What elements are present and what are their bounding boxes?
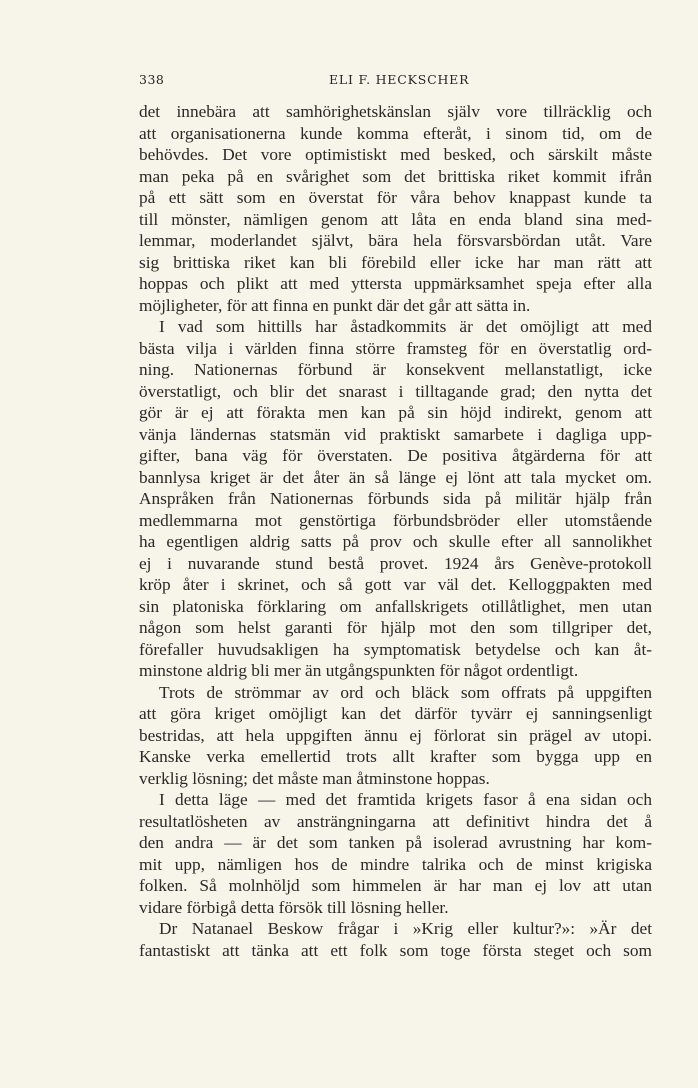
text-line: sig brittiska riket kan bli förebild eller icke har man rätt att: [139, 252, 652, 272]
text-line: till mönster, nämligen genom att låta en enda bland sina med-: [139, 209, 652, 229]
text-line: minstone aldrig bli mer än utgångspunkten för något ordentligt.: [139, 661, 579, 680]
text-line: vidare förbigå detta försök till lösning heller.: [139, 897, 449, 917]
text-line: medlemmarna mot genstörtiga förbundsbröder eller utomstående: [139, 510, 652, 530]
text-line: ej i nuvarande stund bestå provet. 1924 års Genève-protokoll: [139, 553, 652, 573]
text-line: Anspråken från Nationernas förbunds sida på militär hjälp från: [139, 489, 652, 508]
text-line: ha egentligen aldrig satts på prov och skulle efter all sannolikhet: [139, 532, 652, 551]
text-line: förefaller huvudsakligen ha symptomatisk betydelse och kan åt-: [139, 639, 652, 659]
text-line: folken. Så molnhöljd som himmelen är har man ej lov att utan: [139, 876, 652, 895]
page-number: 338: [139, 72, 165, 87]
text-line: behövdes. Det vore optimistiskt med besked, och särskilt måste: [139, 145, 652, 164]
text-line: kröp åter i skrinet, och så gott var väl det. Kelloggpakten med: [139, 575, 652, 594]
paragraph: [139, 682, 652, 790]
text-line: verklig lösning; det måste man åtminstone hoppas.: [139, 768, 490, 788]
text-line: Trots de strömmar av ord och bläck som offrats på uppgiften: [159, 682, 652, 702]
text-line: I detta läge — med det framtida krigets fasor å ena sidan och: [159, 790, 652, 809]
text-line: resultatlösheten av ansträngningarna att definitivt hindra det å: [139, 811, 652, 831]
page-header: [139, 72, 652, 92]
text-line: gör är ej att förakta men kan på sin höjd indirekt, genom att: [139, 403, 652, 422]
text-line: Kanske verka emellertid trots allt krafter som bygga upp en: [139, 747, 652, 766]
text-line: ning. Nationernas förbund är konsekvent mellanstatligt, icke: [139, 360, 652, 379]
text-line: möjligheter, för att finna en punkt där det går att sätta in.: [139, 295, 531, 315]
text-line: överstatligt, och blir det snarast i tilltagande grad; den nytta det: [139, 381, 652, 401]
text-line: mit upp, nämligen hos de mindre talrika och de minst krigiska: [139, 854, 652, 874]
text-line: I vad som hittills har åstadkommits är det omöjligt att med: [159, 317, 652, 336]
text-line: gifter, bana väg för överstaten. De positiva åtgärderna för att: [139, 446, 652, 465]
running-head: ELI F. HECKSCHER: [329, 72, 470, 87]
paragraph: [139, 918, 652, 961]
paragraph: [139, 316, 652, 682]
text-line: den andra — är det som tanken på isolerad avrustning har kom-: [139, 833, 652, 852]
paragraph: [139, 101, 652, 316]
text-line: hoppas och plikt att med yttersta uppmärksamhet speja efter alla: [139, 274, 652, 293]
text-line: någon som helst garanti för hjälp mot den som tillgriper det,: [139, 618, 652, 637]
text-line: lemmar, moderlandet självt, bära hela försvarsbördan utåt. Vare: [139, 231, 652, 250]
text-line: sin platoniska förklaring om anfallskrigets otillåtlighet, men utan: [139, 596, 652, 616]
text-line: Dr Natanael Beskow frågar i »Krig eller kultur?»: »Är det: [159, 919, 652, 938]
text-line: bannlysa kriget är det åter än så länge ej lönt att tala mycket om.: [139, 467, 652, 487]
text-line: på ett sätt som en överstat för våra behov knappast kunde ta: [139, 188, 652, 207]
text-line: bestridas, att hela uppgiften ännu ej förlorat sin prägel av utopi.: [139, 725, 652, 745]
text-line: bästa vilja i världen finna större framsteg för en överstatlig ord-: [139, 338, 652, 358]
text-line: man peka på en svårighet som det brittiska riket kommit ifrån: [139, 166, 652, 186]
paragraph: [139, 789, 652, 918]
text-line: fantastiskt att tänka att ett folk som toge första steget och som: [139, 940, 652, 960]
text-line: vänja ländernas statsmän vid praktiskt samarbete i dagliga upp-: [139, 424, 652, 444]
text-line: att organisationerna kunde komma efteråt, i sinom tid, om de: [139, 123, 652, 143]
body-text: [139, 101, 652, 961]
text-line: det innebära att samhörighetskänslan själv vore tillräcklig och: [139, 102, 652, 121]
text-line: att göra kriget omöjligt kan det därför tyvärr ej sanningsenligt: [139, 704, 652, 723]
